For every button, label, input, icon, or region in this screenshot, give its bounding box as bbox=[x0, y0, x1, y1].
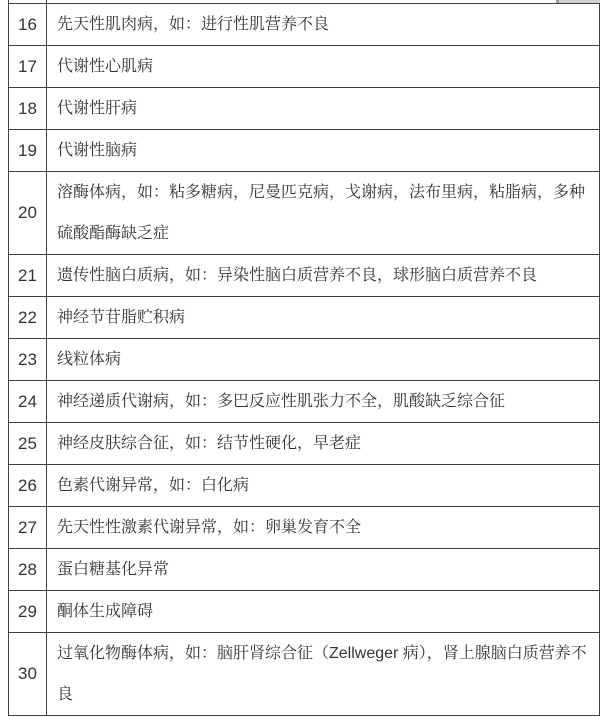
row-disease-text: 代谢性肝病 bbox=[47, 88, 600, 130]
row-disease-text: 酮体生成障碍 bbox=[47, 591, 600, 633]
row-number: 28 bbox=[9, 549, 47, 591]
row-number: 17 bbox=[9, 46, 47, 88]
table-row bbox=[9, 381, 600, 423]
row-number: 22 bbox=[9, 297, 47, 339]
row-number: 21 bbox=[9, 255, 47, 297]
row-number: 24 bbox=[9, 381, 47, 423]
row-number: 26 bbox=[9, 465, 47, 507]
row-number: 25 bbox=[9, 423, 47, 465]
row-number: 23 bbox=[9, 339, 47, 381]
row-disease-text: 神经皮肤综合征，如：结节性硬化，早老症 bbox=[47, 423, 600, 465]
row-number: 16 bbox=[9, 4, 47, 46]
row-disease-text: 线粒体病 bbox=[47, 339, 600, 381]
row-number: 20 bbox=[9, 172, 47, 255]
row-disease-text: 神经节苷脂贮积病 bbox=[47, 297, 600, 339]
row-disease-text: 先天性肌肉病，如：进行性肌营养不良 bbox=[47, 4, 600, 46]
row-number: 27 bbox=[9, 507, 47, 549]
row-number: 30 bbox=[9, 633, 47, 716]
row-disease-text: 过氧化物酶体病，如：脑肝肾综合征（Zellweger 病），肾上腺脑白质营养不良 bbox=[47, 633, 600, 716]
row-disease-text: 蛋白糖基化异常 bbox=[47, 549, 600, 591]
table-row bbox=[9, 255, 600, 297]
table-row bbox=[9, 549, 600, 591]
disease-table-container bbox=[8, 3, 600, 716]
table-row bbox=[9, 88, 600, 130]
row-number: 29 bbox=[9, 591, 47, 633]
disease-table bbox=[8, 3, 600, 716]
table-row bbox=[9, 633, 600, 716]
table-row bbox=[9, 423, 600, 465]
row-number: 19 bbox=[9, 130, 47, 172]
row-disease-text: 神经递质代谢病，如：多巴反应性肌张力不全，肌酸缺乏综合征 bbox=[47, 381, 600, 423]
table-row bbox=[9, 46, 600, 88]
table-row bbox=[9, 297, 600, 339]
row-number: 18 bbox=[9, 88, 47, 130]
row-disease-text: 代谢性脑病 bbox=[47, 130, 600, 172]
table-row bbox=[9, 130, 600, 172]
row-disease-text: 先天性性激素代谢异常，如：卵巢发育不全 bbox=[47, 507, 600, 549]
table-row bbox=[9, 172, 600, 255]
row-disease-text: 遗传性脑白质病，如：异染性脑白质营养不良，球形脑白质营养不良 bbox=[47, 255, 600, 297]
disease-table-body bbox=[9, 4, 600, 716]
row-disease-text: 溶酶体病，如：粘多糖病，尼曼匹克病，戈谢病，法布里病，粘脂病，多种硫酸酯酶缺乏症 bbox=[47, 172, 600, 255]
table-row bbox=[9, 465, 600, 507]
table-row bbox=[9, 339, 600, 381]
row-disease-text: 代谢性心肌病 bbox=[47, 46, 600, 88]
table-row bbox=[9, 591, 600, 633]
table-row bbox=[9, 507, 600, 549]
row-disease-text: 色素代谢异常，如：白化病 bbox=[47, 465, 600, 507]
table-row bbox=[9, 4, 600, 46]
